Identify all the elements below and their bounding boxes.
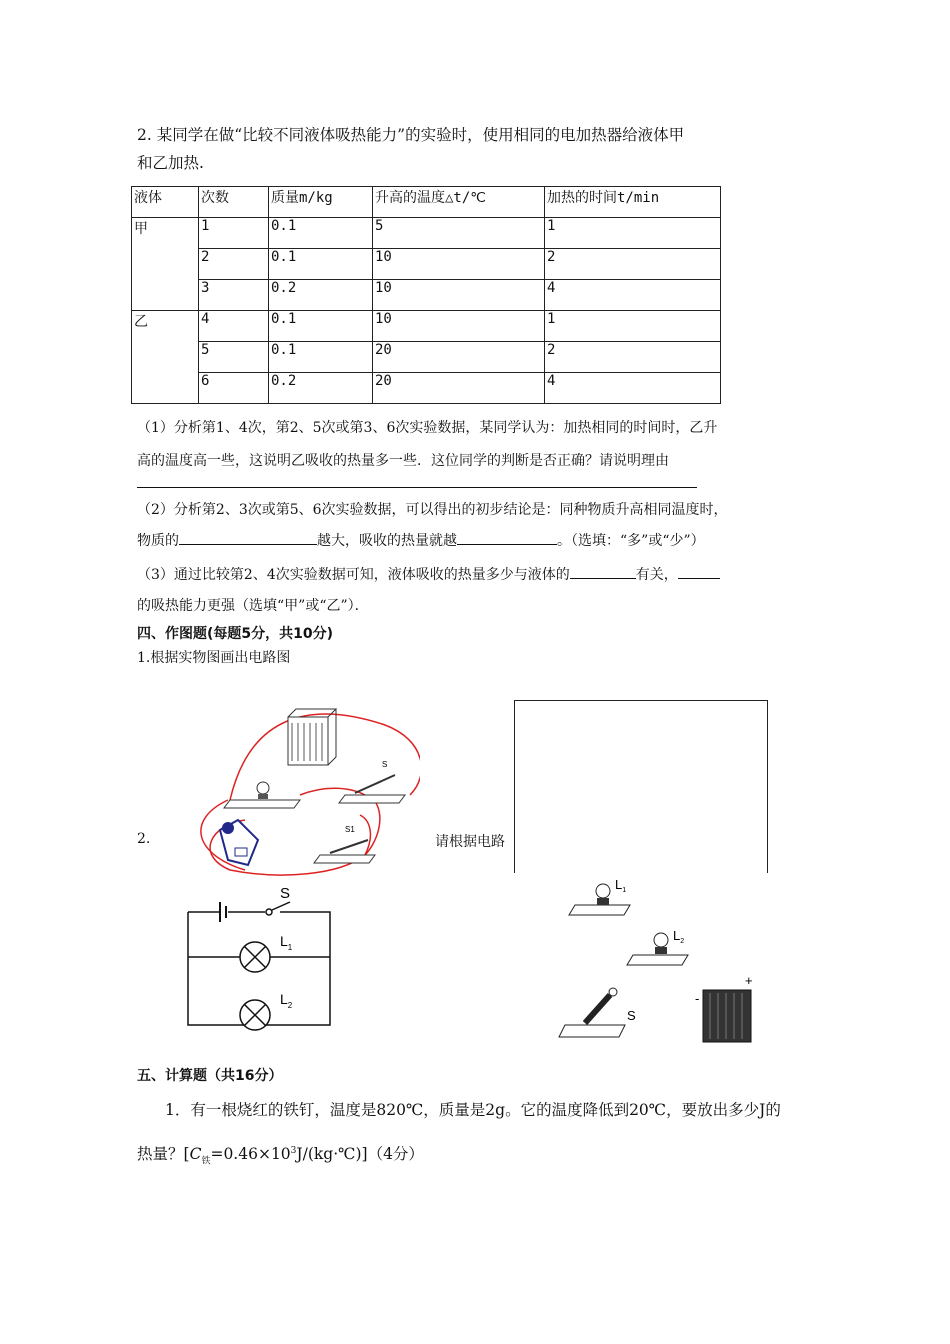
table-cell: 1: [545, 311, 721, 342]
lamp-icon: [569, 877, 630, 915]
q2-line1: 2. 某同学在做“比较不同液体吸热能力”的实验时，使用相同的电加热器给液体甲: [137, 126, 685, 144]
table-cell: 4: [199, 311, 269, 342]
sub3-text-a: （3）通过比较第2、4次实验数据可知，液体吸收的热量多少与液体的: [137, 567, 570, 583]
lamp-label: $L_1$: [615, 877, 627, 894]
liquid-cell: 甲: [132, 218, 199, 311]
blank-field[interactable]: [570, 564, 636, 579]
battery-icon: [288, 709, 336, 765]
table-cell: 2: [545, 342, 721, 373]
lamp-label: $L_2$: [280, 991, 293, 1010]
q1-text-c: J/(kg·℃)]（4分）: [296, 1145, 424, 1164]
table-cell: 0.1: [269, 342, 373, 373]
table-row: [132, 218, 721, 249]
q1-text-b: =0.46×10: [210, 1145, 291, 1164]
table-row: [132, 373, 721, 404]
table-row: [132, 311, 721, 342]
table-header-cell: 升高的温度△t/℃: [373, 187, 545, 218]
table-header-cell: 次数: [199, 187, 269, 218]
table-cell: 4: [545, 280, 721, 311]
switch-label: S1: [345, 825, 355, 834]
sub2-text-c: 。（选填：“多”或“少”）: [557, 533, 705, 549]
table-cell: 0.1: [269, 218, 373, 249]
q1-superscript: 3: [290, 1146, 297, 1156]
answer-line: [137, 487, 697, 488]
section5-title: 五、计算题（共16分）: [137, 1068, 283, 1084]
table-row: [132, 280, 721, 311]
table-cell: 20: [373, 373, 545, 404]
switch-label: S: [280, 885, 291, 902]
section5-q1-line2: [137, 1140, 424, 1172]
table-header-cell: 质量m/kg: [269, 187, 373, 218]
table-cell: 5: [373, 218, 545, 249]
section4-q2-text: 请根据电路: [435, 834, 505, 850]
switch-icon: [314, 825, 375, 863]
sub2-line1: （2）分析第2、3次或第5、6次实验数据，可以得出的初步结论是：同种物质升高相同温度时，: [137, 502, 728, 518]
blank-field[interactable]: [179, 530, 317, 545]
table-header-row: [132, 187, 721, 218]
table-cell: 5: [199, 342, 269, 373]
table-cell: 10: [373, 311, 545, 342]
battery-symbol: [220, 902, 226, 922]
table-cell: 10: [373, 280, 545, 311]
switch-label: S: [627, 1008, 636, 1023]
table-row: [132, 249, 721, 280]
q1-text-a: 热量？[: [137, 1145, 190, 1164]
table-cell: 20: [373, 342, 545, 373]
switch-symbol: [266, 909, 272, 915]
table-cell: 0.2: [269, 373, 373, 404]
physical-circuit-2-image: [190, 780, 390, 880]
table-cell: 0.1: [269, 249, 373, 280]
table-cell: 2: [545, 249, 721, 280]
switch-lever: [272, 902, 290, 910]
sub2-text-b: 越大，吸收的热量就越: [317, 533, 457, 549]
sub3-line2: 的吸热能力更强（选填“甲”或“乙”）．: [137, 598, 369, 614]
lamp-icon: [627, 928, 688, 965]
table-cell: 0.1: [269, 311, 373, 342]
table-cell: 0.2: [269, 280, 373, 311]
table-cell: 4: [545, 373, 721, 404]
battery-minus-label: -: [695, 991, 700, 1006]
data-table: [131, 186, 721, 404]
liquid-cell: 乙: [132, 311, 199, 404]
blank-field[interactable]: [457, 530, 557, 545]
lamp-label: $L_2$: [673, 928, 685, 945]
table-header-cell: 液体: [132, 187, 199, 218]
table-cell: 1: [199, 218, 269, 249]
section4-title: 四、作图题(每题5分，共10分): [137, 626, 334, 642]
section4-q2-number: 2.: [137, 831, 151, 847]
q1-variable: C: [189, 1145, 202, 1164]
table-cell: 10: [373, 249, 545, 280]
drawing-answer-box[interactable]: [514, 700, 768, 873]
table-header-cell: 加热的时间t/min: [545, 187, 721, 218]
battery-icon: [695, 973, 753, 1042]
lamp-label: $L_1$: [280, 933, 293, 952]
sub2-text-a: 物质的: [137, 533, 179, 549]
table-cell: 3: [199, 280, 269, 311]
switch-label: S: [382, 760, 388, 769]
table-cell: 6: [199, 373, 269, 404]
q2-line2: 和乙加热.: [137, 154, 204, 172]
q1-subscript: 铁: [201, 1156, 211, 1167]
sub3-text-b: 有关，: [635, 567, 678, 583]
table-row: [132, 342, 721, 373]
sub1-line2: 高的温度高一些，这说明乙吸收的热量多一些．这位同学的判断是否正确？请说明理由: [137, 453, 669, 469]
circuit-diagram: [180, 880, 340, 1040]
physical-components-image: [555, 875, 795, 1050]
sub2-line2: [137, 530, 705, 550]
sub1-line1: （1）分析第1、4次，第2、5次或第3、6次实验数据，某同学认为：加热相同的时间时，乙升: [137, 420, 718, 436]
blank-field[interactable]: [678, 564, 720, 579]
section4-q1: 1.根据实物图画出电路图: [137, 650, 291, 666]
bell-icon: [220, 820, 258, 865]
switch-icon: [559, 988, 636, 1037]
sub3-line1: [137, 564, 720, 584]
battery-plus-label: +: [745, 973, 753, 988]
table-cell: 2: [199, 249, 269, 280]
table-cell: 1: [545, 218, 721, 249]
section5-q1-line1: 1．有一根烧红的铁钉，温度是820℃，质量是2g。它的温度降低到20℃，要放出多少J的: [165, 1101, 781, 1119]
